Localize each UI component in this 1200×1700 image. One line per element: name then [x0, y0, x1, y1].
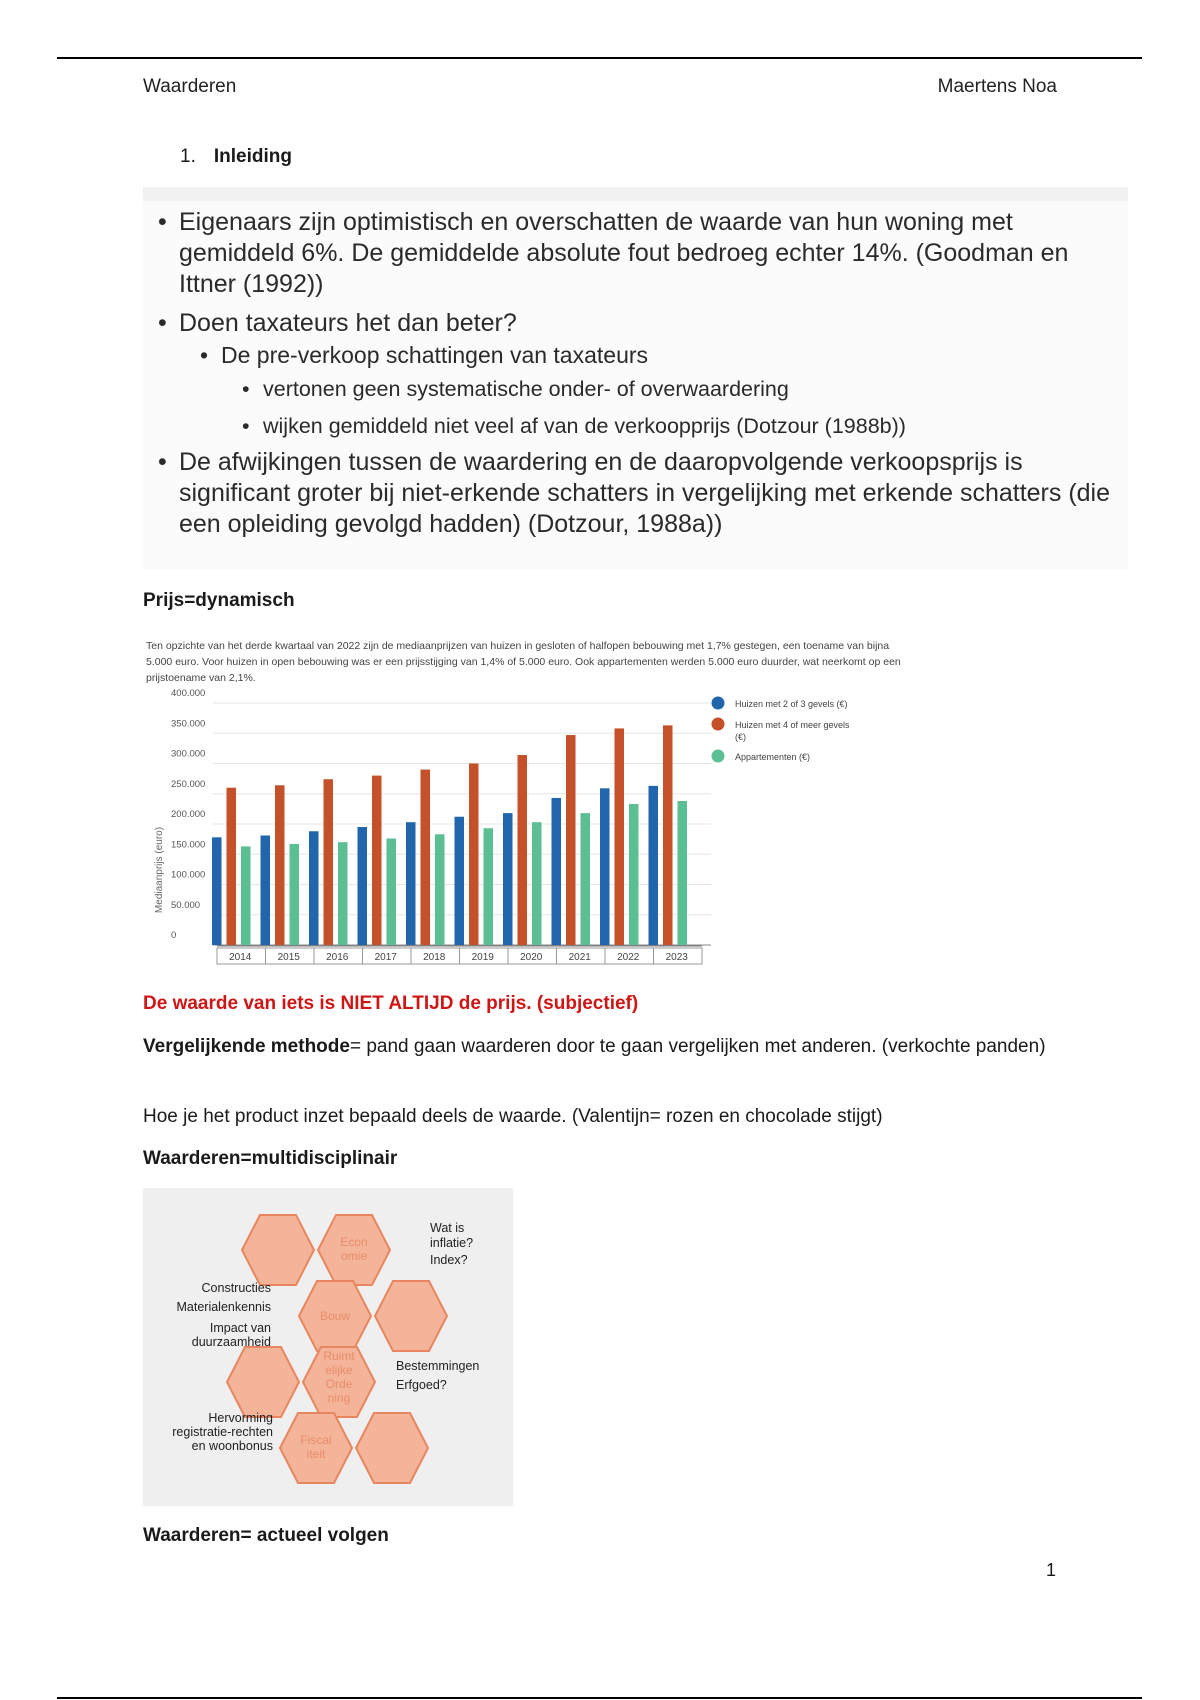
y-tick-label: 150.000 — [171, 839, 206, 851]
hex-shape — [375, 1281, 447, 1351]
slide-bullet: • Doen taxateurs het dan beter? — [143, 308, 1128, 339]
note-bestemmingen: Bestemmingen Erfgoed? — [396, 1359, 480, 1392]
multidisciplinair-diagram — [143, 1188, 513, 1506]
label-actueel-volgen: Waarderen= actueel volgen — [143, 1525, 389, 1546]
section-heading — [180, 146, 292, 168]
bar — [615, 728, 625, 945]
slide-bullet: • De afwijkingen tussen de waardering en de daaropvolgende verkoopsprijs is significant groter bij niet-erkende schatters in vergelijking met erkende schatters (die een opleiding gevolgd hadden) (Dotzour, 1988a)) — [143, 447, 1128, 540]
note-inflatie: Wat is inflatie? Index? — [430, 1221, 474, 1267]
x-tick-label: 2020 — [520, 952, 543, 963]
bar — [358, 827, 368, 945]
slide-bullet: • Eigenaars zijn optimistisch en overschatten de waarde van hun woning met gemiddeld 6%. De gemiddelde absolute fout bedroeg echter 14%. (Goodman en Ittner (1992)) — [143, 207, 1128, 300]
vergelijkende-paragraph — [143, 1033, 1058, 1061]
y-tick-label: 250.000 — [171, 778, 206, 790]
hex-shape — [356, 1413, 428, 1483]
bar — [212, 837, 222, 945]
label-prijs-dynamisch: Prijs=dynamisch — [143, 590, 295, 611]
vergelijkende-text: = pand gaan waarderen door te gaan vergelijken met anderen. (verkochte panden) — [349, 1036, 1046, 1057]
hex-label-econ: Econ omie — [340, 1235, 368, 1263]
bar — [372, 776, 382, 945]
y-tick-label: 50.000 — [171, 899, 201, 911]
legend-swatch — [712, 718, 725, 731]
slide-subsubbullet: • vertonen geen systematische onder- of overwaardering — [143, 371, 1128, 408]
bar — [455, 817, 465, 945]
chart-svg — [143, 630, 911, 970]
bar — [581, 813, 591, 945]
note-constructies: Constructies Materialenkennis — [176, 1281, 271, 1314]
hex-label-fiscal: Fiscal iteit — [300, 1433, 332, 1461]
bar — [227, 788, 237, 945]
note-hervorming: Hervorming registratie-rechten en woonbonus — [172, 1411, 273, 1453]
slide-subsubbullet: • wijken gemiddeld niet veel af van de verkoopprijs (Dotzour (1988b)) — [143, 408, 1128, 445]
note-impact: Impact van duurzaamheid — [191, 1321, 271, 1349]
warning-text: De waarde van iets is NIET ALTIJD de prijs. (subjectief) — [143, 993, 639, 1014]
hex-shape — [242, 1215, 314, 1285]
bar — [406, 822, 416, 945]
x-tick-label: 2014 — [229, 952, 252, 963]
y-axis-label: Mediaanprijs (euro) — [154, 826, 165, 914]
bar — [566, 735, 576, 945]
bar — [469, 764, 479, 946]
label-multidisciplinair: Waarderen=multidisciplinair — [143, 1148, 398, 1169]
legend-label: Huizen met 2 of 3 gevels (€) — [735, 699, 848, 709]
y-tick-label: 300.000 — [171, 748, 206, 760]
bar — [338, 842, 348, 945]
bar — [387, 839, 397, 945]
legend-swatch — [712, 697, 725, 710]
bar — [324, 779, 334, 945]
bar — [532, 822, 542, 945]
x-tick-label: 2018 — [423, 952, 446, 963]
header-author: Maertens Noa — [937, 76, 1057, 97]
bar — [629, 804, 639, 945]
section-number: 1. — [180, 146, 196, 167]
hex-shape — [227, 1347, 299, 1417]
bar — [552, 798, 562, 945]
product-paragraph: Hoe je het product inzet bepaald deels de waarde. (Valentijn= rozen en chocolade stijgt) — [143, 1106, 883, 1127]
x-tick-label: 2023 — [665, 952, 688, 963]
bottom-rule — [57, 1697, 1142, 1699]
bar — [241, 846, 251, 945]
chart-caption: Ten opzichte van het derde kwartaal van 2022 zijn de mediaanprijzen van huizen in gesloten of halfopen bebouwing met 1,7% gestegen, een toename van bijna 5.000 euro. Voor huizen in open bebouwing was er een prijsstijging van 1,4% of 5.000 euro. Ook appartementen werden 5.000 euro duurder, wat neerkomt op een prijstoename van 2,1%. — [146, 640, 901, 684]
y-tick-label: 400.000 — [171, 688, 206, 699]
y-tick-label: 350.000 — [171, 718, 206, 730]
x-tick-label: 2017 — [374, 952, 397, 963]
bar — [484, 828, 494, 945]
bar — [435, 834, 445, 945]
y-tick-label: 100.000 — [171, 869, 206, 881]
header-title: Waarderen — [143, 76, 237, 97]
section-title: Inleiding — [213, 146, 292, 167]
top-rule — [57, 57, 1142, 59]
bar — [309, 831, 319, 945]
bar — [600, 788, 610, 945]
legend-label: Appartementen (€) — [735, 752, 811, 762]
page-number: 1 — [1046, 1560, 1057, 1580]
bar — [261, 835, 271, 945]
slide-subbullet: • De pre-verkoop schattingen van taxateurs — [143, 339, 1128, 371]
bar — [503, 813, 513, 945]
slide-image — [143, 187, 1128, 570]
hex-label-ruimte: Ruimt elijke Orde ning — [323, 1349, 355, 1405]
x-tick-label: 2022 — [617, 952, 640, 963]
legend-swatch — [712, 750, 725, 763]
x-tick-label: 2015 — [277, 952, 300, 963]
x-tick-label: 2019 — [471, 952, 494, 963]
x-tick-label: 2016 — [326, 952, 349, 963]
bar — [518, 755, 528, 945]
hex-diagram-svg — [143, 1188, 513, 1506]
bar — [663, 725, 673, 945]
bar — [290, 844, 300, 945]
hex-label-bouw: Bouw — [319, 1309, 351, 1323]
x-tick-label: 2021 — [568, 952, 591, 963]
y-tick-label: 0 — [171, 930, 177, 941]
legend-label: Huizen met 4 of meer gevels (€) — [735, 720, 850, 742]
price-chart — [143, 630, 911, 970]
bar — [275, 785, 285, 945]
bar — [421, 770, 431, 945]
y-tick-label: 200.000 — [171, 809, 206, 820]
bar — [649, 786, 659, 945]
bar — [678, 801, 688, 945]
vergelijkende-term: Vergelijkende methode — [143, 1036, 350, 1057]
